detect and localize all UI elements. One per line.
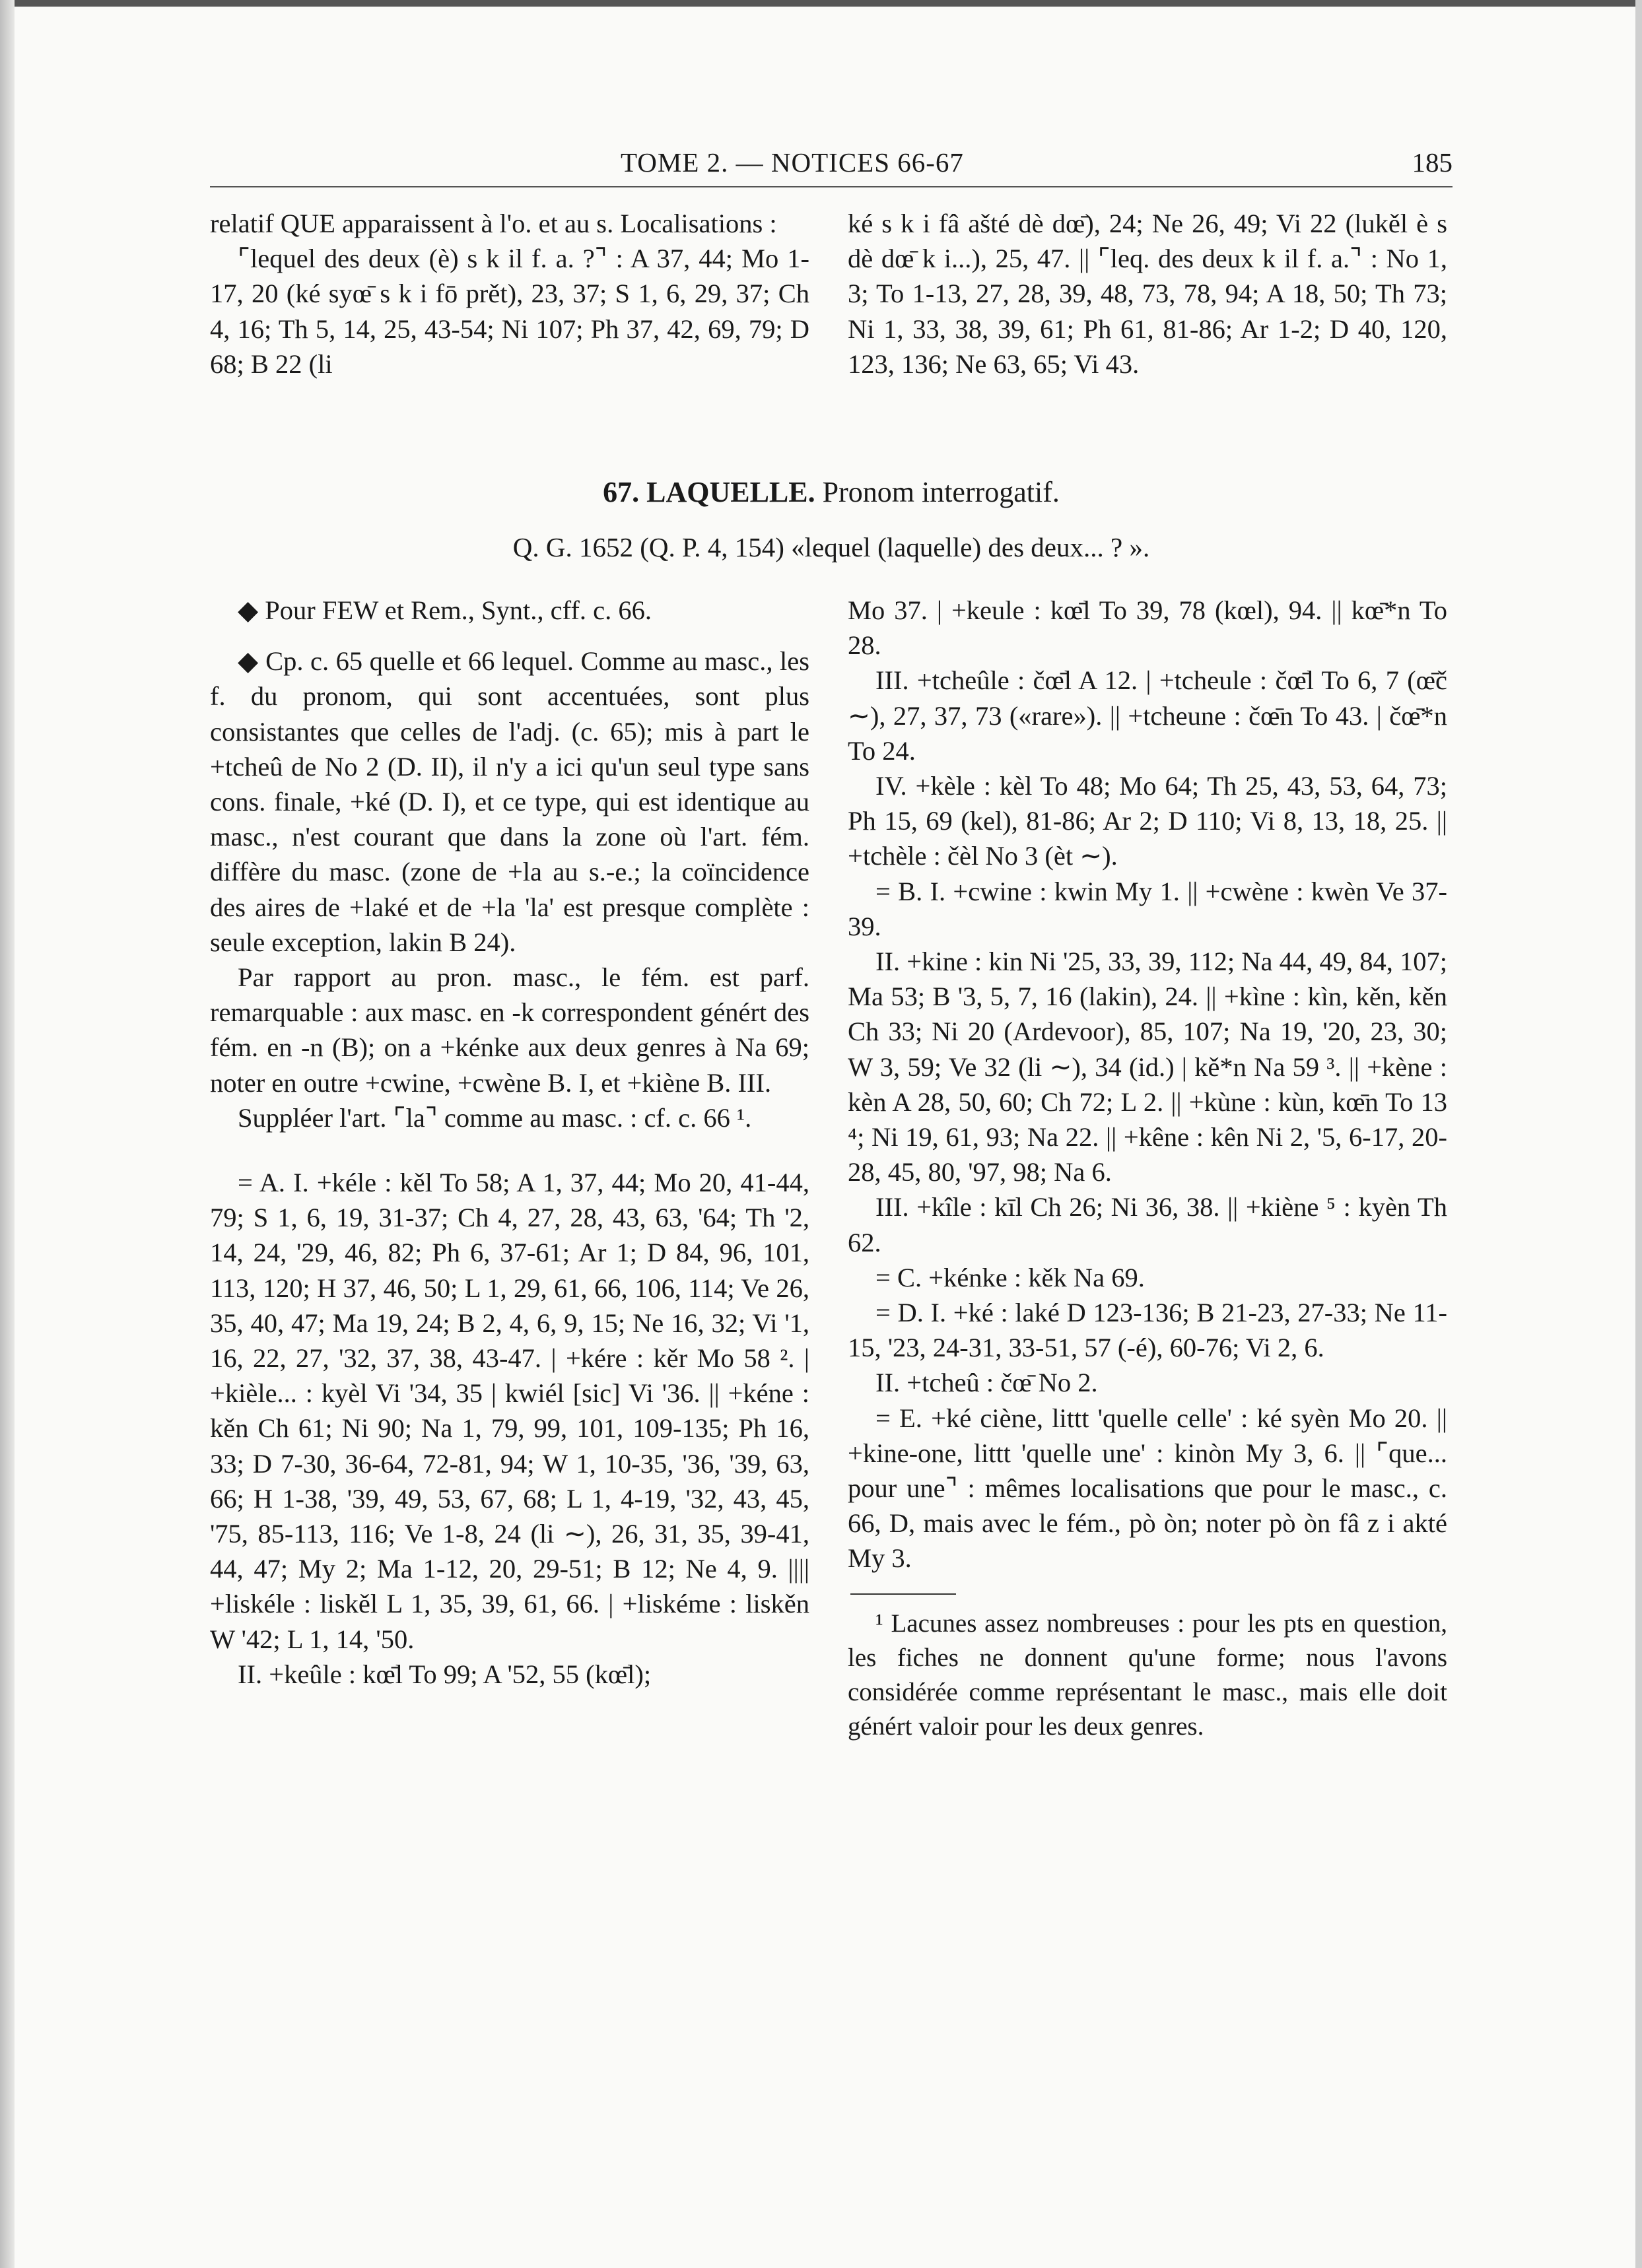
paragraph: = D. I. +ké : laké D 123-136; B 21-23, 27-33; Ne 11-15, '23, 24-31, 33-51, 57 (-é), 60-76; Vi 2, 6. [848, 1298, 1447, 1363]
footnote: ¹ Lacunes assez nombreuses : pour les pts en question, les fiches ne donnent qu'une forme; nous l'avons considérée comme représentant le masc., mais elle doit génért valoir pour les deux genres. [848, 1609, 1447, 1741]
paragraph: Suppléer l'art. ⌜la⌝ comme au masc. : cf. c. 66 ¹. [238, 1102, 752, 1133]
top-left-column [210, 206, 809, 382]
paragraph: ⌜lequel des deux (è) s k il f. a. ?⌝ : A 37, 44; Mo 1-17, 20 (ké syœ̄ s k i fō prět), 23, 37; S 1, 6, 29, 37; Ch 4, 16; Th 5, 14, 25, 43-54; Ni 107; Ph 37, 42, 69, 79; D 68; B 22 (li [210, 244, 809, 379]
section-heading [210, 475, 1453, 509]
scan-border-left [0, 0, 15, 2268]
paragraph: = B. I. +cwine : kwin My 1. || +cwène : kwèn Ve 37-39. [848, 876, 1447, 941]
paragraph: ◆ Pour FEW et Rem., Synt., cff. c. 66. [238, 595, 652, 625]
page-number: 185 [1412, 147, 1453, 178]
running-header [210, 147, 1453, 187]
section-category: Pronom interrogatif. [822, 476, 1060, 508]
paragraph: IV. +kèle : kèl To 48; Mo 64; Th 25, 43, 53, 64, 73; Ph 15, 69 (kel), 81-86; Ar 2; D 110; Vi 8, 13, 18, 25. || +tchèle : čèl No 3 (èt ∼). [848, 771, 1447, 871]
paragraph: ké s k i fâ ašté dè dœ̄), 24; Ne 26, 49; Vi 22 (lukěl è s dè dœ̄ k i...), 25, 47. || ⌜leq. des deux k il f. a.⌝ : No 1, 3; To 1-13, 27, 28, 39, 48, 73, 78, 94; A 18, 50; Th 73; Ni 1, 33, 38, 39, 61; Ph 61, 81-86; Ar 1-2; D 40, 120, 123, 136; Ne 63, 65; Vi 43. [848, 209, 1447, 379]
paragraph: III. +kîle : kīl Ch 26; Ni 36, 38. || +kiène ⁵ : kyèn Th 62. [848, 1192, 1447, 1257]
top-right-column [848, 206, 1447, 382]
footnote-rule [850, 1593, 956, 1595]
scan-border-top [0, 0, 1642, 7]
paragraph: ◆ Cp. c. 65 quelle et 66 lequel. Comme au masc., les f. du pronom, qui sont accentuées, sont plus consistantes que celles de l'adj. (c. 65); mis à part le +tcheû de No 2 (D. II), il n'y a ici qu'un seul type sans cons. finale, +ké (D. I), et ce type, qui est identique au masc., n'est courant que dans la zone où l'art. fém. diffère du masc. (zone de +la au s.-e.; la coïncidence des aires de +laké et de +la 'la' est presque complète : seule exception, lakin B 24). [210, 646, 809, 957]
paragraph: = E. +ké ciène, littt 'quelle celle' : ké syèn Mo 20. || +kine-one, littt 'quelle une' : kinòn My 3, 6. || ⌜que... pour une⌝ : mêmes localisations que pour le masc., c. 66, D, mais avec le fém., pò òn; noter pò òn fâ z i akté My 3. [848, 1403, 1447, 1574]
paragraph: = C. +kénke : kěk Na 69. [875, 1262, 1145, 1292]
paragraph: III. +tcheûle : čœ̄l A 12. | +tcheule : čœ̄l To 6, 7 (œ̄č ∼), 27, 37, 73 («rare»). || +tcheune : čœ̄n To 43. | čœ̄*n To 24. [848, 665, 1447, 766]
paragraph: II. +tcheû : čœ̄ No 2. [875, 1368, 1098, 1398]
scan-border-right [1635, 0, 1642, 2268]
paragraph: relatif QUE apparaissent à l'o. et au s. Localisations : [210, 209, 777, 238]
paragraph: II. +kine : kin Ni '25, 33, 39, 112; Na 44, 49, 84, 107; Ma 53; B '3, 5, 7, 16 (lakin), 24. || +kìne : kìn, kěn, kěn Ch 33; Ni 20 (Ardevoor), 85, 107; Na 19, '20, 23, 30; W 3, 59; Ve 32 (li ∼), 34 (id.) | kě*n Na 59 ³. || +kène : kèn A 28, 50, 60; Ch 72; L 2. || +kùne : kùn, kœ̄n To 13 ⁴; Ni 19, 61, 93; Na 22. || +kêne : kên Ni 2, '5, 6-17, 20-28, 45, 80, '97, 98; Na 6. [848, 947, 1447, 1187]
right-column [848, 593, 1447, 1744]
paragraph: = A. I. +kéle : kěl To 58; A 1, 37, 44; Mo 20, 41-44, 79; S 1, 6, 19, 31-37; Ch 4, 27, 28, 43, 63, '64; Th '2, 14, 24, '29, 46, 82; Ph 6, 37-61; Ar 1; D 84, 96, 101, 113, 120; H 37, 46, 50; L 1, 29, 61, 66, 106, 114; Ve 26, 35, 40, 47; Ma 19, 24; B 2, 4, 6, 9, 15; Ne 16, 32; Vi '1, 16, 22, 27, '32, 37, 38, 43-47. | +kére : kěr Mo 58 ². | +kièle... : kyèl Vi '34, 35 | kwiél [sic] Vi '36. || +kéne : kěn Ch 61; Ni 90; Na 1, 79, 99, 101, 109-135; Ph 16, 33; D 7-30, 36-64, 72-81, 94; W 1, 10-35, '36, '39, 63, 66; H 1-38, '39, 49, 53, 67, 68; L 1, 4-19, '32, 43, 45, '75, 85-113, 116; Ve 1-8, 24 (li ∼), 26, 31, 35, 39-41, 44, 47; My 2; Ma 1-12, 20, 29-51; B 12; Ne 4, 9. |||| +liskéle : liskěl L 1, 35, 39, 61, 66. | +liskéme : liskěn W '42; L 1, 14, '50. [210, 1168, 809, 1654]
paragraph: Par rapport au pron. masc., le fém. est parf. remarquable : aux masc. en -k correspondent génért des fém. en -n (B); on a +kénke aux deux genres à Na 69; noter en outre +cwine, +cwène B. I, et +kiène B. III. [210, 962, 809, 1098]
paragraph: Mo 37. | +keule : kœ̄l To 39, 78 (kœl), 94. || kœ̄*n To 28. [848, 595, 1447, 661]
section-reference: Q. G. 1652 (Q. P. 4, 154) «lequel (laquelle) des deux... ? ». [512, 532, 1150, 562]
left-column [210, 593, 809, 1692]
header-title: TOME 2. — NOTICES 66-67 [621, 147, 964, 178]
section-number-title: 67. LAQUELLE. [603, 476, 815, 508]
paragraph: II. +keûle : kœ̄l To 99; A '52, 55 (kœ̄l); [238, 1659, 652, 1689]
